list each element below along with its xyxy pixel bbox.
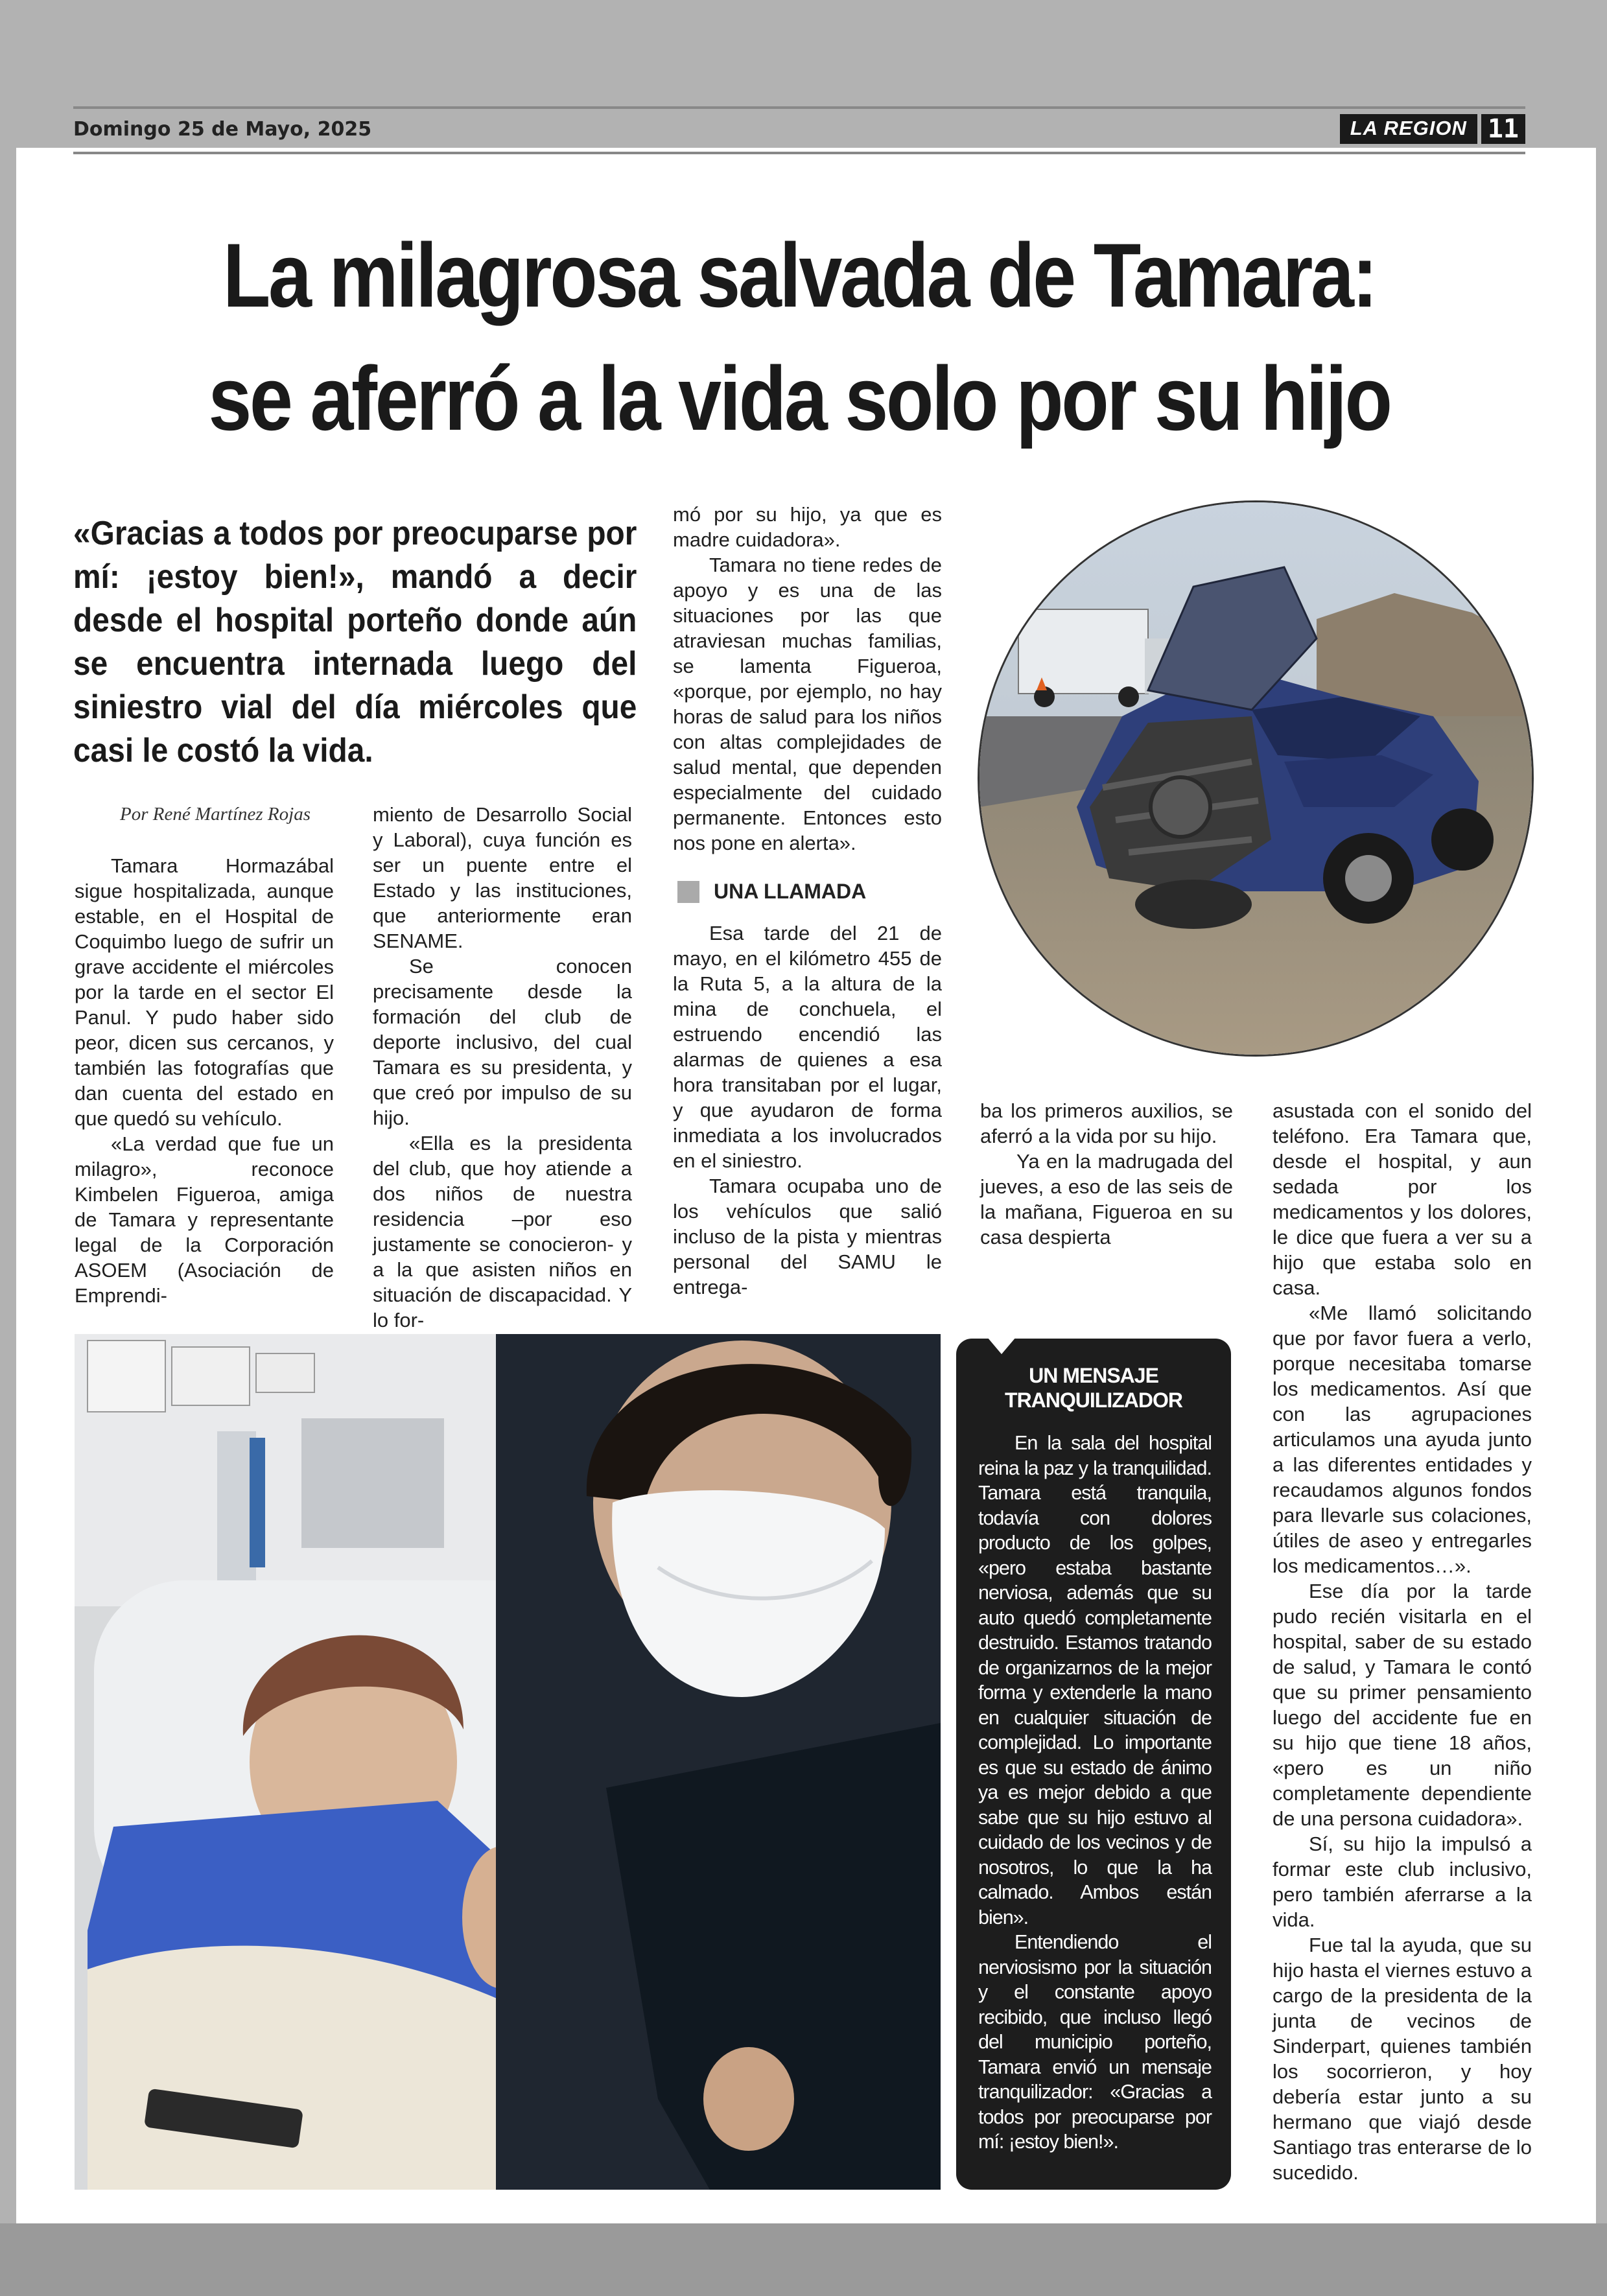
article-column-2 — [373, 802, 632, 1333]
sidebar-body — [978, 1431, 1212, 2155]
article-column-5 — [1273, 1098, 1532, 2185]
hospital-photo — [75, 1334, 941, 2190]
paragraph: ba los primeros auxilios, se aferró a la vida por su hijo. — [980, 1099, 1233, 1147]
paragraph: Esa tarde del 21 de mayo, en el kilómetro 455 de la Ruta 5, a la altura de la mina de conchuela, el estruendo encendió las alarmas de quienes a esa hora transitaban por el lugar, y que ayudaron de forma inmediata a los involucrados en el siniestro. — [673, 922, 942, 1172]
wrecked-car-photo — [978, 500, 1534, 1057]
byline: Por René Martínez Rojas — [120, 804, 311, 825]
subhead — [677, 880, 866, 904]
headline — [175, 214, 1424, 460]
paragraph: Tamara no tiene redes de apoyo y es una de las situaciones por las que atraviesan muchas familias, se lamenta Figueroa, «porque, por ejemplo, no hay horas de salud para los niños con altas complejidades de salud mental, que dependen especialmente del cuidado permanente. Entonces esto nos pone en alerta». — [673, 554, 942, 854]
paragraph: «Ella es la presidenta del club, que hoy atiende a dos niños de nuestra residencia –por eso justamente se conocieron- y a la que asisten niños en situación de discapacidad. Y lo for- — [373, 1132, 632, 1331]
page-header — [73, 106, 1525, 154]
paragraph: miento de Desarrollo Social y Laboral), cuya función es ser un puente entre el Estado y las instituciones, que anteriormente eran SENAME. — [373, 803, 632, 952]
car-illustration — [979, 502, 1532, 1055]
article-column-3 — [673, 502, 942, 856]
sidebar-notch — [987, 1337, 1016, 1354]
sidebar-box — [956, 1339, 1231, 2190]
issue-date: Domingo 25 de Mayo, 2025 — [73, 118, 372, 141]
article-column-4 — [980, 1098, 1233, 1250]
hospital-illustration — [75, 1334, 941, 2190]
paragraph: Se conocen precisamente desde la formación del club de deporte inclusivo, del cual Tamara es su presidenta, y que creó por impulso de su hijo. — [373, 955, 632, 1129]
paragraph: Tamara ocupaba uno de los vehículos que salió incluso de la pista y mientras personal del SAMU le entrega- — [673, 1175, 942, 1298]
subhead-label: UNA LLAMADA — [714, 880, 867, 903]
brand-name: LA REGION — [1340, 114, 1477, 144]
headline-line-2: se aferró a la vida solo por su hijo — [208, 347, 1390, 449]
paragraph: mó por su hijo, ya que es madre cuidadora». — [673, 503, 942, 551]
masthead-tag — [1340, 114, 1525, 144]
article-column-1 — [75, 853, 334, 1308]
page-number: 11 — [1481, 114, 1525, 144]
paragraph: «Me llamó solicitando que por favor fuera a verlo, porque necesitaba tomarse los medicamentos. Así que con las agrupaciones articulamos una ayuda junto a las diferentes entidades y recaudamos algunos fondos para llevarle sus colaciones, útiles de aseo y entregarles los medicamentos…». — [1273, 1302, 1532, 1577]
headline-line-1: La milagrosa salvada de Tamara: — [222, 224, 1376, 326]
paragraph: En la sala del hospital reina la paz y la tranquilidad. Tamara está tranquila, todavía con dolores producto de los golpes, «pero estaba bastante nerviosa, además que su auto quedó completamente destruido. Estamos tratando de organizarnos de la mejor forma y extenderle la mano en cualquier situación de complejidad. Lo importante es que su estado de ánimo ya es mejor debido a que sabe que su hijo estuvo al cuidado de los vecinos y de nosotros, lo que la ha calmado. Ambos están bien». — [978, 1432, 1212, 1928]
paragraph: Entendiendo el nerviosismo por la situación y el constante apoyo recibido, que incluso llegó del municipio porteño, Tamara envió un mensaje tranquilizador: «Gracias a todos por preocuparse por mí: ¡estoy bien!». — [978, 1931, 1212, 2153]
deck-text: «Gracias a todos por preocuparse por mí: ¡estoy bien!», mandó a decir desde el hospital porteño donde aún se encuentra internada luego del siniestro vial del día miércoles que casi le costó la vida. — [73, 515, 637, 769]
paragraph: Fue tal la ayuda, que su hijo hasta el viernes estuvo a cargo de la presidenta de la junta de vecinos de Sinderpart, quienes también los socorrieron, y hoy debería estar junto a su hermano que viajó desde Santiago tras enterarse de lo sucedido. — [1273, 1934, 1532, 2184]
paragraph: Ya en la madrugada del jueves, a eso de las seis de la mañana, Figueroa en su casa despierta — [980, 1150, 1233, 1248]
subhead-square-icon — [677, 881, 699, 903]
paragraph: «La verdad que fue un milagro», reconoce Kimbelen Figueroa, amiga de Tamara y representante legal de la Corporación ASOEM (Asociación de Emprendi- — [75, 1132, 334, 1307]
article-column-3-continued — [673, 920, 942, 1300]
paragraph: Tamara Hormazábal sigue hospitalizada, aunque estable, en el Hospital de Coquimbo luego de sufrir un grave accidente el miércoles por la tarde en el sector El Panul. Y pudo haber sido peor, dicen sus cercanos, y también las fotografías que dan cuenta del estado en que quedó su vehículo. — [75, 854, 334, 1130]
paragraph: Sí, su hijo la impulsó a formar este club inclusivo, pero también aferrarse a la vida. — [1273, 1833, 1532, 1931]
scan-margin-bottom — [0, 2223, 1607, 2296]
sidebar-title: UN MENSAJE TRANQUILIZADOR — [1005, 1364, 1182, 1412]
paragraph: asustada con el sonido del teléfono. Era Tamara que, desde el hospital, y aun sedada por los medicamentos y los dolores, le dice que fuera a ver su a hijo que estaba solo en casa. — [1273, 1099, 1532, 1299]
paragraph: Ese día por la tarde pudo recién visitarla en el hospital, saber de su estado de salud, y Tamara le contó que su primer pensamiento luego del accidente fue en su hijo que tiene 18 años, «pero es un niño completamente dependiente de una persona cuidadora». — [1273, 1580, 1532, 1830]
